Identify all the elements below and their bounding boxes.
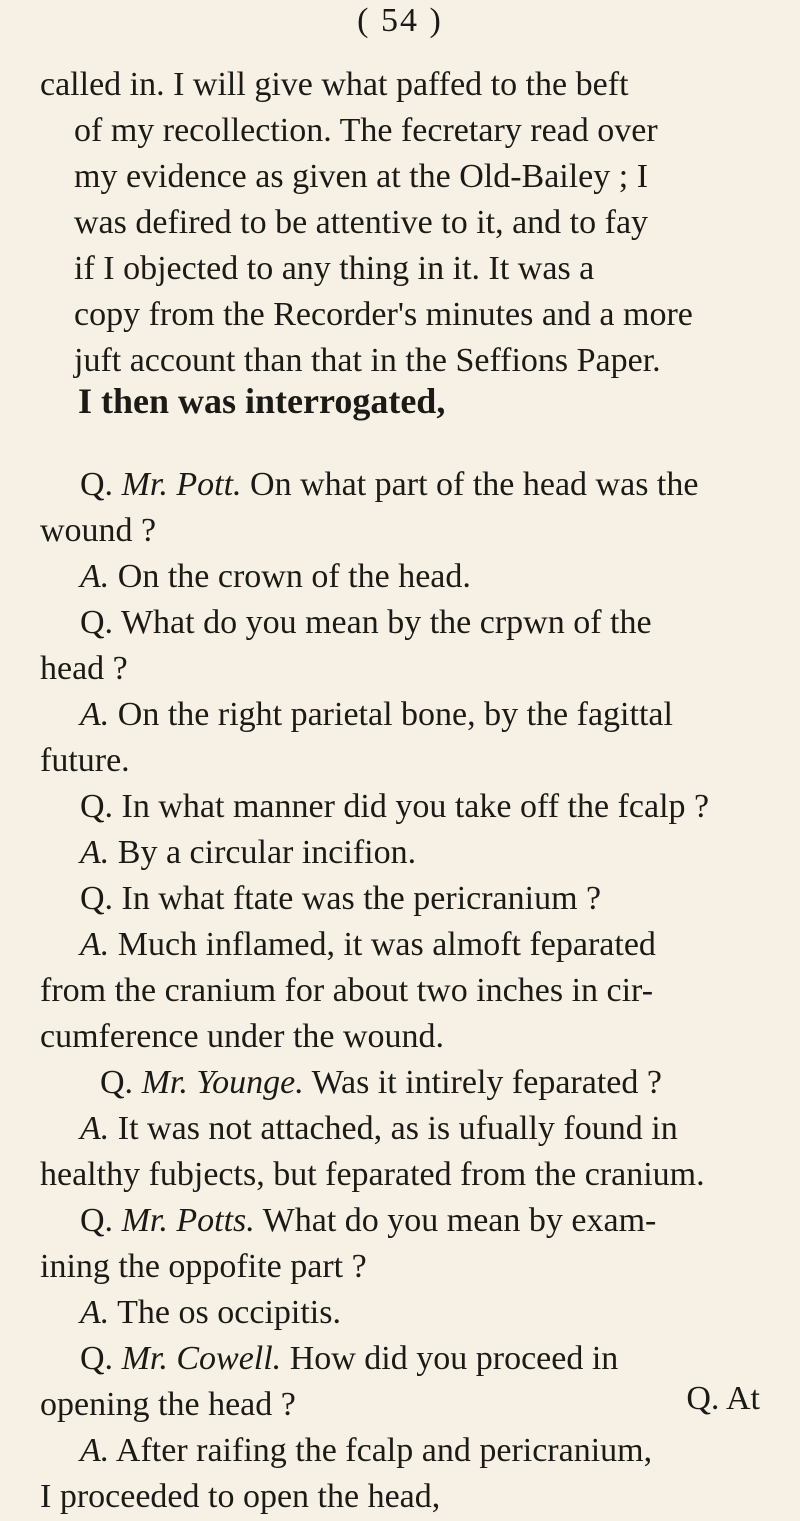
dialogue-text: How did you proceed in bbox=[281, 1340, 619, 1377]
dialogue-text: The os occipitis. bbox=[109, 1294, 341, 1331]
dialogue-line bbox=[40, 1290, 780, 1336]
dialogue-line bbox=[40, 646, 780, 692]
text-line: my evidence as given at the Old-Bailey ; I bbox=[74, 158, 649, 195]
dialogue-text: healthy fubjects, but feparated from the cranium. bbox=[40, 1156, 705, 1193]
dialogue-line bbox=[40, 1336, 780, 1382]
section-heading: I then was interrogated, bbox=[78, 381, 446, 421]
speaker-label: A. bbox=[80, 1294, 110, 1331]
dialogue-text: wound ? bbox=[40, 512, 157, 549]
dialogue-text: from the cranium for about two inches in cir- bbox=[40, 972, 654, 1009]
speaker-label: A. bbox=[80, 834, 110, 871]
dialogue-text: What do you mean by exam- bbox=[254, 1202, 657, 1239]
text-line: called in. I will give what paffed to the beft bbox=[40, 66, 629, 103]
dialogue-text: By a circular incifion. bbox=[109, 834, 417, 871]
catchword: Q. At bbox=[686, 1380, 760, 1417]
speaker-label: A. bbox=[80, 696, 110, 733]
speaker-label: A. bbox=[80, 558, 110, 595]
dialogue-line bbox=[40, 968, 780, 1014]
dialogue-line bbox=[40, 1106, 780, 1152]
speaker-label: Mr. Potts. bbox=[121, 1202, 255, 1239]
dialogue-line bbox=[40, 1382, 780, 1428]
dialogue-text: I proceeded to open the head, bbox=[40, 1478, 441, 1515]
dialogue-text: On what part of the head was the bbox=[241, 466, 699, 503]
dialogue-text: Q. What do you mean by the crpwn of the bbox=[80, 604, 652, 641]
dialogue-line bbox=[40, 784, 780, 830]
dialogue-text: On the crown of the head. bbox=[109, 558, 471, 595]
dialogue-line bbox=[40, 1152, 780, 1198]
speaker-label: A. bbox=[80, 926, 110, 963]
dialogue-text: ining the oppofite part ? bbox=[40, 1248, 367, 1285]
dialogue-line bbox=[40, 1014, 780, 1060]
page-number: ( 54 ) bbox=[357, 2, 443, 39]
dialogue-line bbox=[40, 508, 780, 554]
dialogue-text: future. bbox=[40, 742, 130, 779]
text-line: of my recollection. The fecretary read over bbox=[74, 112, 658, 149]
dialogue-line bbox=[40, 1244, 780, 1290]
dialogue-text: Q. bbox=[80, 1202, 122, 1239]
dialogue-text: head ? bbox=[40, 650, 128, 687]
dialogue-text: Q. bbox=[80, 466, 122, 503]
text-line: if I objected to any thing in it. It was a bbox=[74, 250, 595, 287]
dialogue-text: Q. bbox=[100, 1064, 142, 1101]
speaker-label: Mr. Cowell. bbox=[121, 1340, 282, 1377]
dialogue-text: cumference under the wound. bbox=[40, 1018, 445, 1055]
text-line: was defired to be attentive to it, and to fay bbox=[74, 204, 649, 241]
speaker-label: Mr. Younge. bbox=[141, 1064, 304, 1101]
dialogue-line bbox=[40, 600, 780, 646]
speaker-label: A. bbox=[80, 1432, 110, 1469]
dialogue-text: opening the head ? bbox=[40, 1386, 296, 1423]
dialogue-line bbox=[40, 876, 780, 922]
dialogue-line bbox=[40, 830, 780, 876]
dialogue-text: Q. In what ftate was the pericranium ? bbox=[80, 880, 602, 917]
dialogue-line bbox=[40, 1428, 780, 1474]
dialogue-text: Q. In what manner did you take off the fcalp ? bbox=[80, 788, 710, 825]
dialogue-text: After raifing the fcalp and pericranium, bbox=[109, 1432, 653, 1469]
dialogue-line bbox=[40, 554, 780, 600]
dialogue-text: It was not attached, as is ufually found in bbox=[109, 1110, 678, 1147]
dialogue-line bbox=[40, 738, 780, 784]
interrogation-dialogue bbox=[40, 462, 780, 1520]
speaker-label: Mr. Pott. bbox=[121, 466, 242, 503]
dialogue-line bbox=[40, 692, 780, 738]
dialogue-line bbox=[40, 1474, 780, 1520]
speaker-label: A. bbox=[80, 1110, 110, 1147]
dialogue-text: Q. bbox=[80, 1340, 122, 1377]
dialogue-line bbox=[40, 462, 780, 508]
paragraph-recollection bbox=[40, 62, 780, 384]
dialogue-line bbox=[40, 1060, 780, 1106]
text-line: copy from the Recorder's minutes and a more bbox=[74, 296, 693, 333]
dialogue-text: Was it intirely feparated ? bbox=[303, 1064, 662, 1101]
dialogue-text: Much inflamed, it was almoft feparated bbox=[109, 926, 656, 963]
dialogue-line bbox=[40, 922, 780, 968]
dialogue-text: On the right parietal bone, by the fagittal bbox=[109, 696, 673, 733]
dialogue-line bbox=[40, 1198, 780, 1244]
text-line: juft account than that in the Seffions Paper. bbox=[74, 342, 661, 379]
